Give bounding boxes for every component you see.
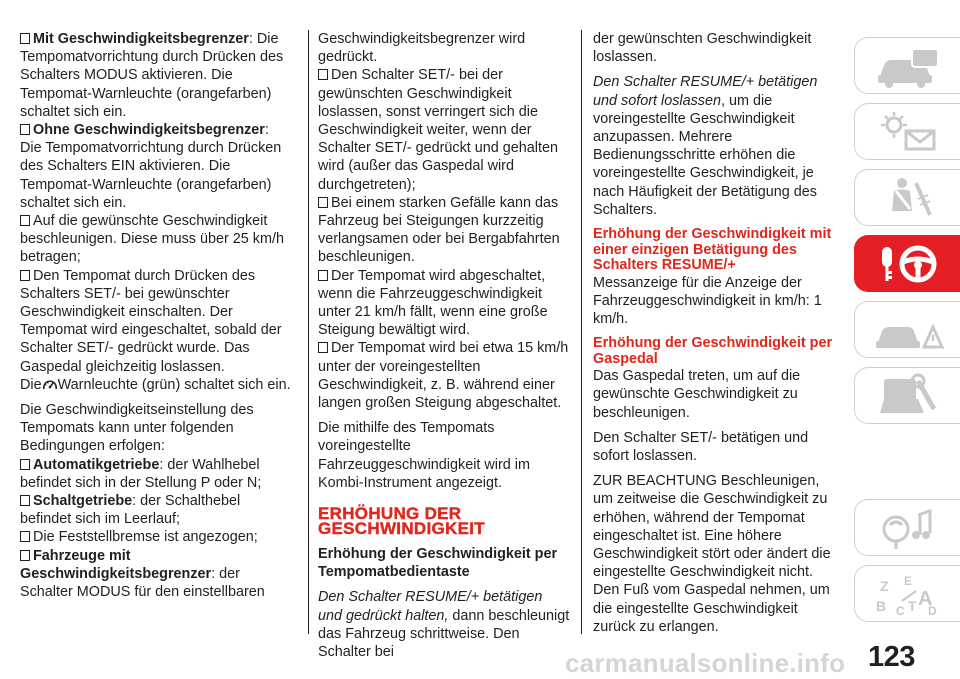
list-item: Ohne Geschwindigkeitsbegrenzer: Die Tempomatvorrichtung durch Drücken des Schalters EIN aktivieren. Die Tempomat-Warnleuchte (orangefarben) schaltet sich ein.	[20, 122, 282, 211]
checkbox-bullet-icon	[20, 33, 30, 44]
svg-text:Z: Z	[879, 577, 889, 594]
list-item: Die Feststellbremse ist angezogen;	[20, 528, 294, 546]
cruise-control-icon	[42, 379, 58, 391]
subsection-heading: Erhöhung der Geschwindigkeit per Tempomatbedientaste	[318, 546, 558, 581]
paragraph: Geschwindigkeitsbegrenzer wird gedrückt.	[318, 31, 526, 66]
paragraph: Den Schalter SET/- betätigen und sofort loslassen.	[593, 429, 809, 464]
checkbox-bullet-icon	[20, 270, 30, 281]
list-item: Den Tempomat durch Drücken des Schalters SET/- bei gewünschter Geschwindigkeit einschalten. Der Tempomat wird eingeschaltet, sobald der Schalter SET/- gedrückt wurde. Das Gaspedal gleichzeitig loslassen.	[20, 267, 282, 375]
alphabetical-index-icon	[872, 571, 944, 617]
list-item: Bei einem starken Gefälle kann das Fahrzeug bei Steigungen kurzzeitig verlangsamen oder bei Bergabfahrten beschleunigen.	[318, 194, 560, 266]
column-3	[593, 30, 843, 636]
checkbox-bullet-icon	[20, 531, 30, 542]
paragraph: Den Schalter RESUME/+ betätigen und gedrückt halten, dann beschleunigt das Fahrzeug schrittweise. Den Schalter bei	[318, 589, 570, 661]
svg-text:B: B	[875, 597, 886, 614]
section-heading: ERHÖHUNG DER GESCHWINDIGKEIT	[318, 504, 485, 538]
paragraph: der gewünschten Geschwindigkeit loslassen.	[593, 31, 812, 66]
checkbox-bullet-icon	[20, 459, 30, 470]
list-item: Auf die gewünschte Geschwindigkeit beschleunigen. Diese muss über 25 km/h betragen;	[20, 213, 284, 266]
paragraph: Die mithilfe des Tempomats voreingestellte Fahrzeuggeschwindigkeit wird im Kombi-Instrument angezeigt.	[318, 420, 530, 491]
checkbox-bullet-icon	[20, 495, 30, 506]
list-item: Automatikgetriebe: der Wahlhebel befindet sich in der Stellung P oder N;	[20, 456, 262, 491]
tab-key-steering-wheel[interactable]	[854, 235, 960, 292]
maintenance-wrench-icon	[872, 373, 944, 419]
tab-warning-lights[interactable]	[854, 103, 960, 160]
warning-light-sentence: Die Warnleuchte (grün) schaltet sich ein.	[20, 376, 291, 393]
svg-text:D: D	[927, 603, 937, 617]
checkbox-bullet-icon	[318, 270, 328, 281]
page-number: 123	[868, 641, 915, 673]
tab-breakdown[interactable]	[854, 301, 960, 358]
list-item: Den Schalter SET/- bei der gewünschten Geschwindigkeit loslassen, sonst verringert sich die Geschwindigkeit weiter, wenn der Schalter SET/- gedrückt und gehalten wird (außer das Gaspedal wird durchgetreten);	[318, 67, 558, 193]
paragraph: Messanzeige für die Anzeige der Fahrzeuggeschwindigkeit in km/h: 1 km/h.	[593, 274, 822, 327]
key-steering-wheel-icon	[872, 241, 944, 287]
svg-text:T: T	[907, 597, 917, 614]
list-item: Mit Geschwindigkeitsbegrenzer: Die Tempomatvorrichtung durch Drücken des Schalters MODUS aktivieren. Die Tempomat-Warnleuchte (orangefarben) schaltet sich ein.	[20, 31, 284, 120]
list-item: Fahrzeuge mit Geschwindigkeitsbegrenzer: der Schalter MODUS für den einstellbaren	[20, 547, 265, 601]
column-divider	[308, 30, 309, 634]
seatbelt-airbag-icon	[872, 175, 944, 221]
checkbox-bullet-icon	[20, 550, 30, 561]
svg-text:C: C	[895, 603, 905, 617]
checkbox-bullet-icon	[318, 342, 328, 353]
car-dashboard-icon	[872, 43, 944, 89]
list-item: Schaltgetriebe: der Schalthebel befindet sich im Leerlauf;	[20, 493, 241, 528]
tab-seatbelt-airbag[interactable]	[854, 169, 960, 226]
tab-maintenance[interactable]	[854, 367, 960, 424]
column-2	[318, 30, 570, 661]
svg-text:A: A	[917, 587, 932, 610]
tab-multimedia[interactable]	[854, 499, 960, 556]
tab-car-dashboard[interactable]	[854, 37, 960, 94]
note-paragraph: ZUR BEACHTUNG Beschleunigen, um zeitweise die Geschwindigkeit zu erhöhen, während der Tempomat eingeschaltet ist. Eine höhere Geschwindigkeit stört oder ändert die eingestellte Geschwindigkeit nicht. Den Fuß vom Gaspedal nehmen, um die eingestellte Geschwindigkeit zurück zu erlangen.	[593, 473, 831, 635]
paragraph: Die Geschwindigkeitseinstellung des Tempomats kann unter folgenden Bedingungen erfolgen:	[20, 402, 254, 455]
breakdown-triangle-icon	[872, 307, 944, 353]
multimedia-icon	[872, 505, 944, 551]
checkbox-bullet-icon	[20, 215, 30, 226]
list-item: Der Tempomat wird bei etwa 15 km/h unter der voreingestellten Geschwindigkeit, z. B. während einer langen großen Steigung abgeschaltet.	[318, 340, 569, 412]
paragraph: Das Gaspedal treten, um auf die gewünschte Geschwindigkeit zu beschleunigen.	[593, 368, 801, 421]
column-1	[20, 30, 294, 601]
svg-text:E: E	[903, 573, 912, 588]
checkbox-bullet-icon	[318, 197, 328, 208]
list-item: Der Tempomat wird abgeschaltet, wenn die Fahrzeuggeschwindigkeit unter 21 km/h fällt, wenn eine große Steigung bewältigt wird.	[318, 267, 548, 339]
paragraph: Den Schalter RESUME/+ betätigen und sofort loslassen, um die voreingestellte Geschwindigkeit anzupassen. Mehrere Bedienungsschritte erhöhen die voreingestellte Geschwindigkeit, je nach Häufigkeit der Betätigung des Schalters.	[593, 74, 818, 218]
checkbox-bullet-icon	[20, 124, 30, 135]
watermark-text: carmanualsonline.info	[565, 648, 846, 678]
subsection-heading: Erhöhung der Geschwindigkeit mit einer einzigen Betätigung des Schalters RESUME/+	[593, 226, 832, 274]
column-divider	[581, 30, 582, 634]
tab-index[interactable]	[854, 565, 960, 622]
warning-lights-icon	[872, 109, 944, 155]
checkbox-bullet-icon	[318, 69, 328, 80]
subsection-heading: Erhöhung der Geschwindigkeit per Gaspedal	[593, 335, 833, 367]
